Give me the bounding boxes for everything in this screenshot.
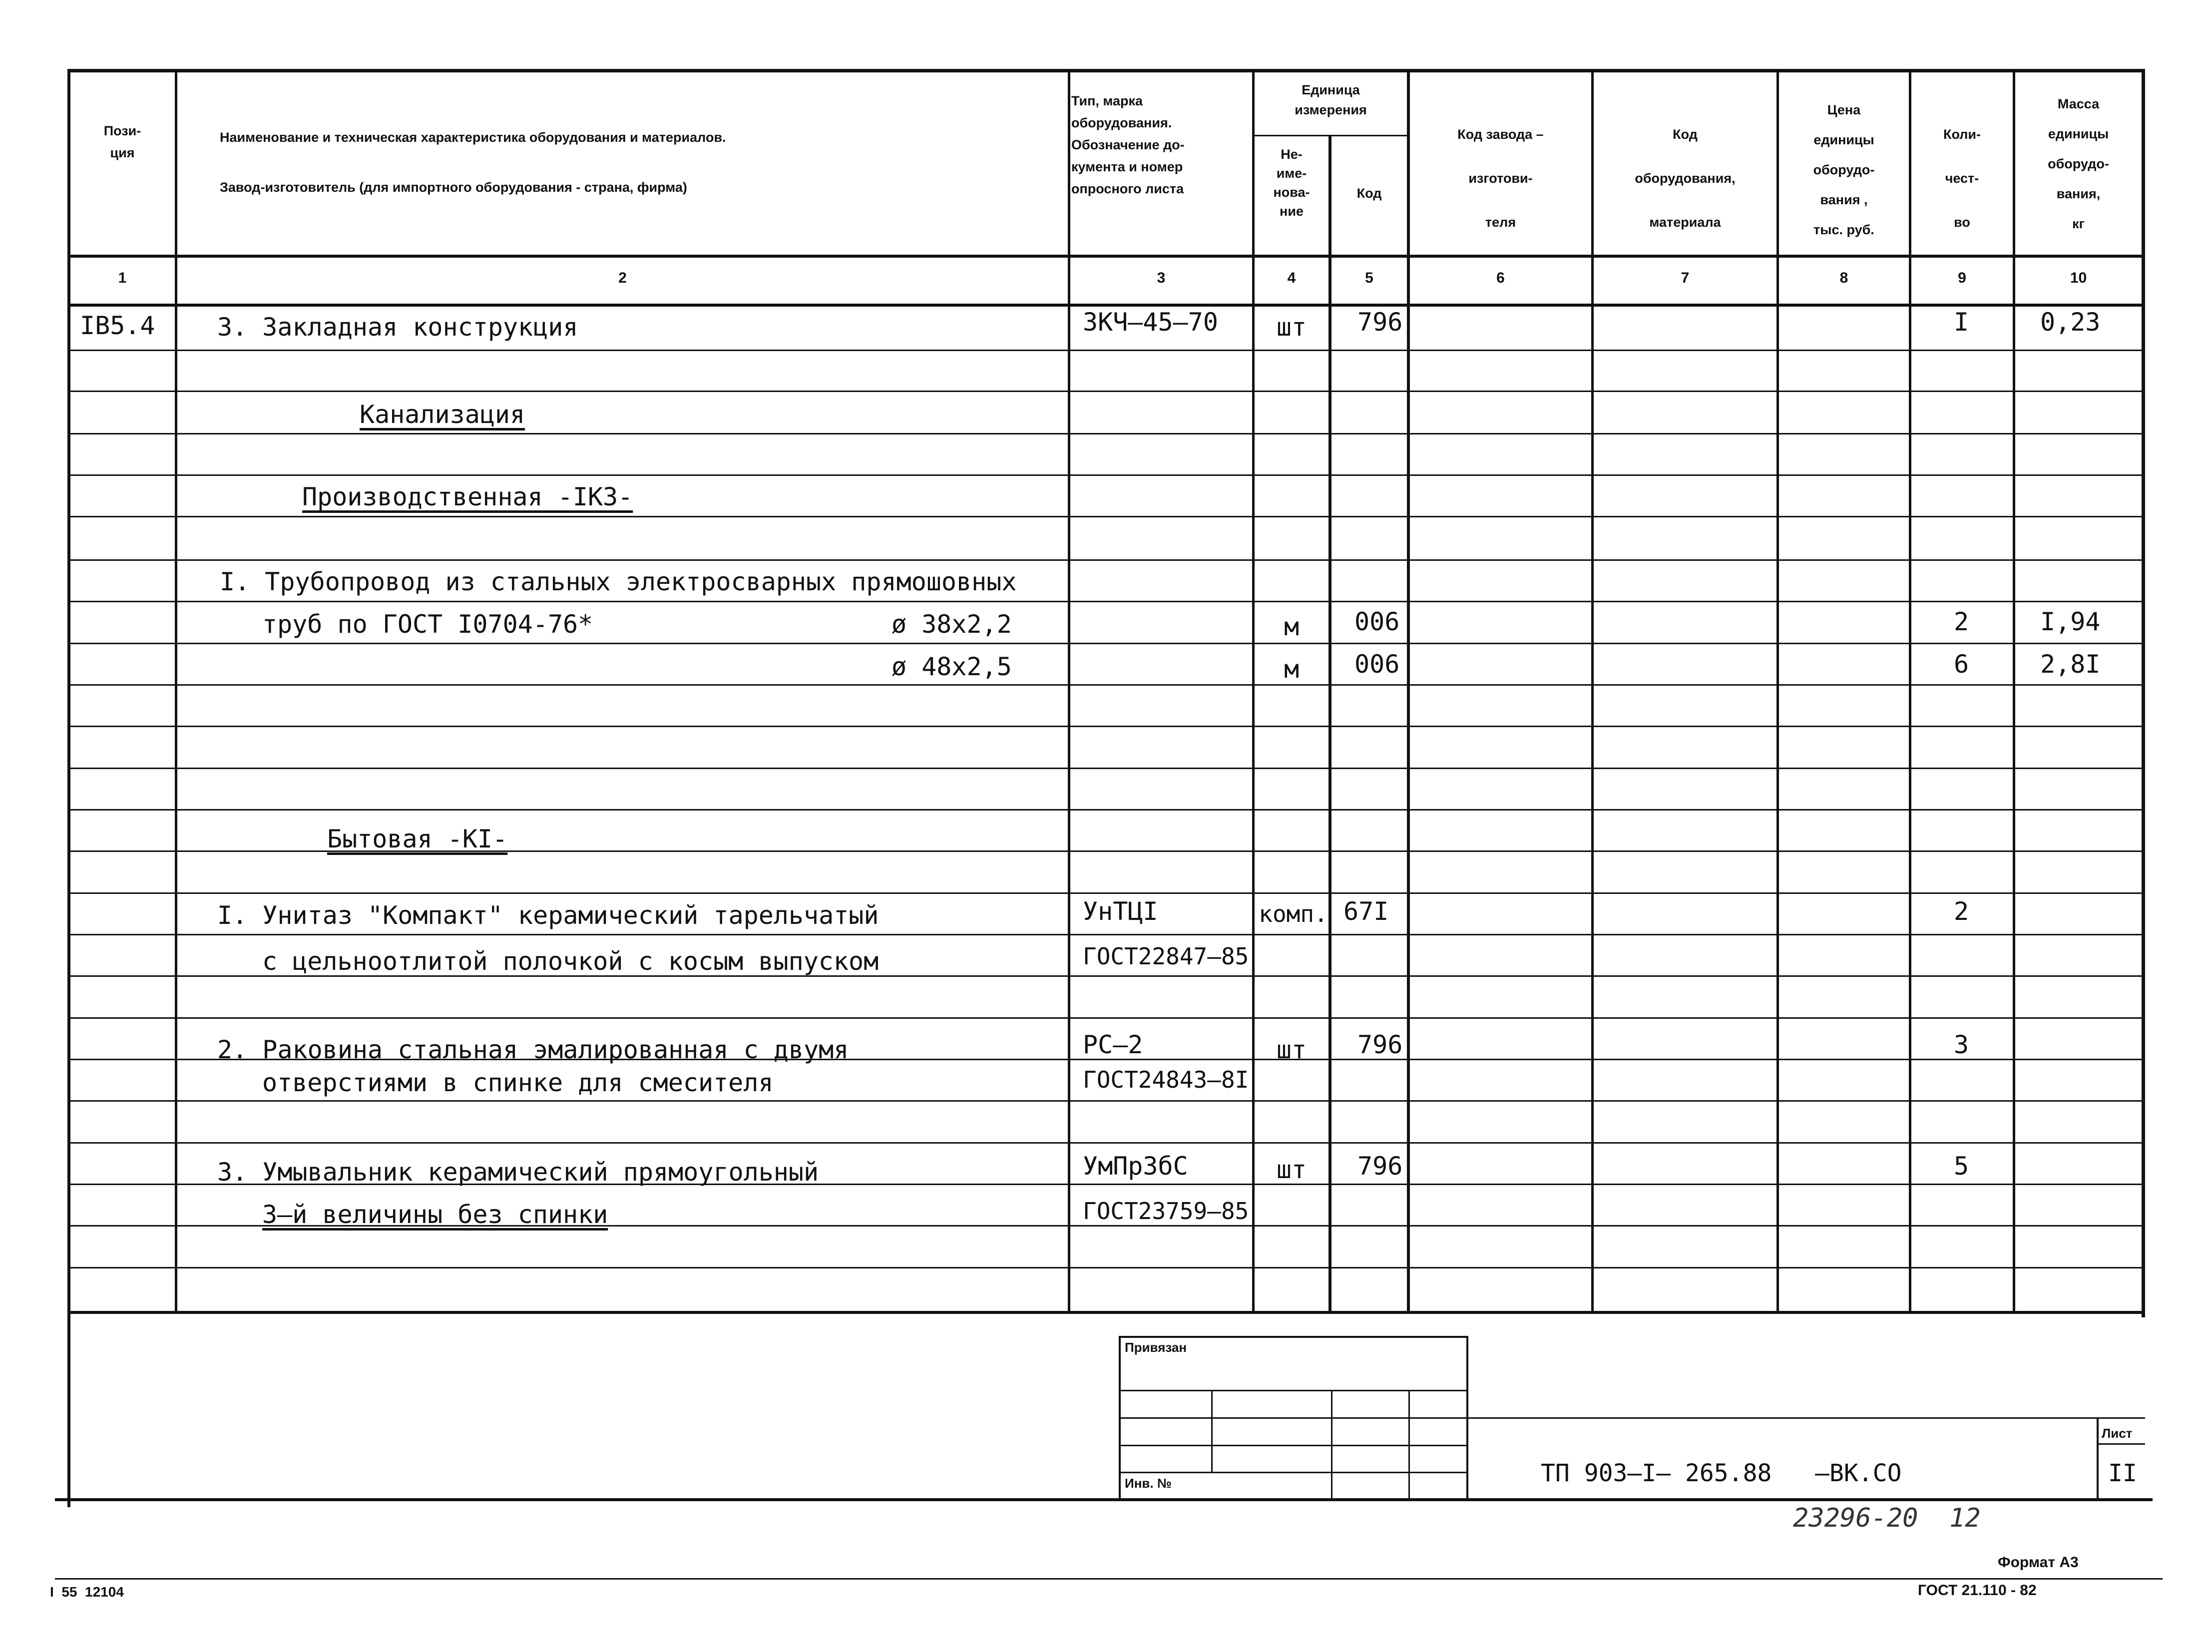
cell-unit: м — [1284, 612, 1300, 641]
cell-quantity: 2 — [1953, 897, 1969, 926]
cell-unit: м — [1284, 655, 1300, 684]
cell-name: 3. Закладная конструкция — [217, 313, 578, 342]
cell-type: ГОСТ23759–85 — [1083, 1198, 1249, 1225]
header-mass: Масса единицы оборудо- вания, кг — [2048, 96, 2109, 231]
cell-name: труб по ГОСТ I0704-76* — [262, 610, 593, 639]
cell-name: I. Унитаз "Компакт" керамический тарельчатый — [217, 901, 879, 930]
cell-code: 67I — [1343, 897, 1389, 926]
cell-quantity: 2 — [1953, 607, 1969, 636]
cell-code: 796 — [1357, 308, 1403, 337]
col-number: 2 — [618, 270, 627, 286]
format-label: Формат А3 — [1998, 1554, 2079, 1571]
col-number: 6 — [1496, 270, 1505, 286]
header-quantity: Коли- чест- во — [1943, 127, 1981, 230]
printer-code: I 55 12104 — [50, 1584, 124, 1600]
cell-code: 796 — [1357, 1030, 1403, 1059]
cell-name: отверстиями в спинке для смесителя — [262, 1068, 774, 1097]
cell-type: УнТЦI — [1083, 897, 1158, 926]
col-number: 10 — [2070, 270, 2087, 286]
col-number: 8 — [1839, 270, 1848, 286]
cell-unit: комп. — [1259, 900, 1328, 927]
header-position: Пози- ция — [103, 123, 141, 160]
header-price: Цена единицы оборудо- вания , тыс. руб. — [1813, 102, 1875, 237]
inventory-number-label: Инв. № — [1125, 1476, 1172, 1491]
subsection-title: Производственная -IK3- — [302, 482, 633, 511]
col-number: 7 — [1681, 270, 1690, 286]
privyazan-label: Привязан — [1125, 1340, 1187, 1355]
cell-unit: шт — [1276, 313, 1307, 342]
header-name: Наименование и техническая характеристика оборудования и материалов. Завод-изготовитель (для импортного оборудования - страна, фирма) — [220, 130, 726, 195]
cell-code: 796 — [1357, 1152, 1403, 1181]
col-number: 5 — [1365, 270, 1373, 286]
cell-unit: шт — [1276, 1035, 1307, 1064]
cell-mass: I,94 — [2040, 607, 2101, 636]
cell-type: ЗКЧ–45–70 — [1083, 308, 1218, 337]
gost-label: ГОСТ 21.110 - 82 — [1918, 1582, 2037, 1599]
header-unit-group: Единица измерения — [1295, 82, 1367, 117]
section-title: Канализация — [360, 400, 525, 429]
header-maker-code: Код завода – изготови- теля — [1457, 127, 1544, 230]
col-number: 9 — [1958, 270, 1966, 286]
header-type: Тип, марка оборудования. Обозначение до- кумента и номер опросного листа — [1071, 93, 1185, 196]
cell-quantity: I — [1953, 308, 1969, 337]
header-equipment-code: Код оборудования, материала — [1635, 127, 1736, 230]
cell-type: УмПр3бС — [1083, 1152, 1188, 1181]
cell-name: 3–й величины без спинки — [262, 1200, 608, 1229]
header-unit-name: Не- име- нова- ние — [1273, 147, 1310, 219]
cell-mass: 2,8I — [2040, 650, 2101, 679]
cell-quantity: 3 — [1953, 1030, 1969, 1059]
cell-quantity: 6 — [1953, 650, 1969, 679]
col-number: 1 — [118, 270, 127, 286]
document-code: ТП 903–I– 265.88 –ВК.СО — [1541, 1459, 1902, 1487]
cell-type: РС–2 — [1083, 1030, 1143, 1059]
pipe-dimension: ø 48x2,5 — [891, 652, 1012, 681]
cell-name: 3. Умывальник керамический прямоугольный — [217, 1158, 819, 1187]
cell-type: ГОСТ24843–8I — [1083, 1066, 1249, 1093]
cell-type: ГОСТ22847–85 — [1083, 943, 1249, 970]
sheet-label: Лист — [2102, 1426, 2133, 1441]
cell-name: I. Трубопровод из стальных электросварных прямошовных — [220, 567, 1017, 596]
cell-unit: шт — [1276, 1155, 1307, 1184]
cell-quantity: 5 — [1953, 1152, 1969, 1181]
cell-code: 006 — [1354, 650, 1400, 679]
subsection-title: Бытовая -KI- — [327, 825, 508, 853]
cell-code: 006 — [1354, 607, 1400, 636]
cell-name: 2. Раковина стальная эмалированная с двумя — [217, 1035, 849, 1064]
pipe-dimension: ø 38x2,2 — [891, 610, 1012, 639]
cell-position: IB5.4 — [80, 311, 155, 340]
cell-name: с цельноотлитой полочкой с косым выпуском — [262, 947, 879, 976]
bottom-rule — [55, 1578, 2163, 1580]
col-number: 3 — [1157, 270, 1166, 286]
col-number: 4 — [1287, 270, 1296, 286]
header-unit-code: Код — [1356, 186, 1382, 201]
handwritten-number: 23296-20 12 — [1793, 1503, 1981, 1533]
cell-mass: 0,23 — [2040, 308, 2101, 337]
sheet-number: II — [2108, 1459, 2137, 1487]
